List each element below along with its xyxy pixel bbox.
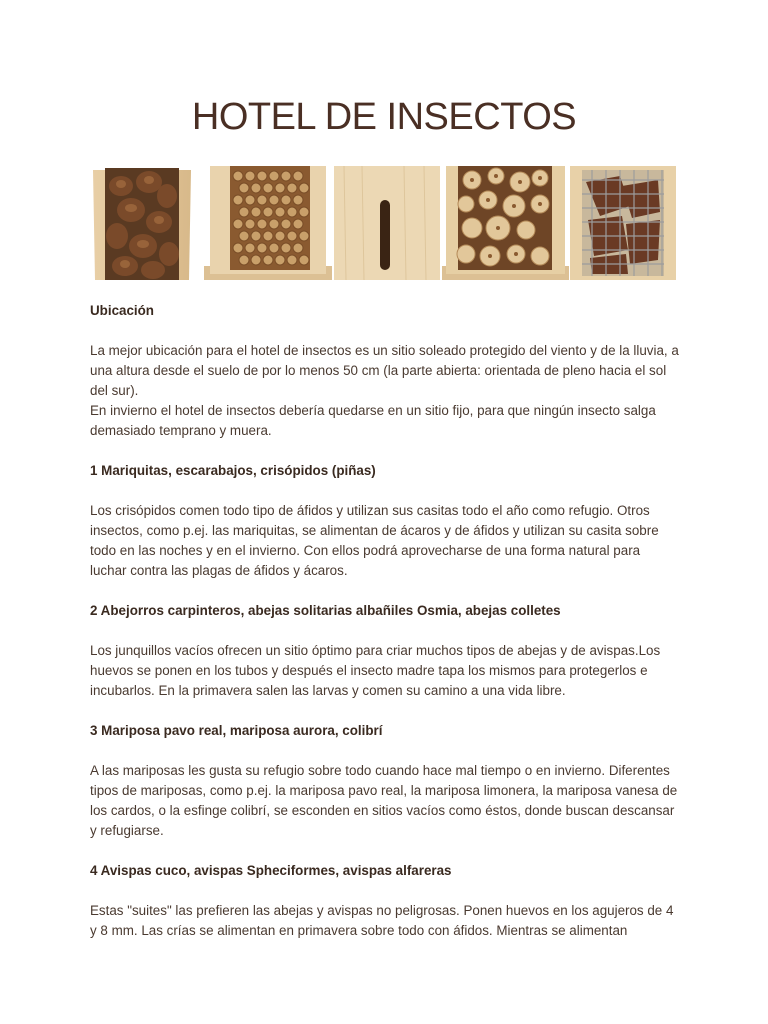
section-heading-3: 3 Mariposa pavo real, mariposa aurora, colibrí [90, 723, 383, 738]
section-heading-ubicacion: Ubicación [90, 303, 154, 318]
pine-cone-hotel-image [91, 166, 195, 280]
insect-hotel-photo-strip [91, 166, 676, 280]
ubicacion-paragraph-2: En invierno el hotel de insectos debería quedarse en un sitio fijo, para que ningún insecto salga demasiado temprano y muera. [90, 403, 656, 438]
article-body [90, 301, 680, 941]
section-heading-4: 4 Avispas cuco, avispas Spheciformes, avispas alfareras [90, 863, 452, 878]
section-1-paragraph: Los crisópidos comen todo tipo de áfidos y utilizan sus casitas todo el año como refugio. Otros insectos, como p.ej. las mariquitas, se alimentan de ácaros y de áfidos y utilizan su casita sobre todo en las noches y en el invierno. Con ellos podrá aprovecharse de una forma natural para luchar contra las plagas de áfidos y ácaros. [90, 503, 659, 578]
bamboo-tube-hotel-image [204, 166, 332, 280]
section-heading-2: 2 Abejorros carpinteros, abejas solitarias albañiles Osmia, abejas colletes [90, 603, 561, 618]
section-heading-1: 1 Mariquitas, escarabajos, crisópidos (piñas) [90, 463, 376, 478]
section-3-paragraph: A las mariposas les gusta su refugio sobre todo cuando hace mal tiempo o en invierno. Diferentes tipos de mariposas, como p.ej. la mariposa pavo real, la mariposa limonera, la mariposa vanesa de los cardos, o la esfinge colibrí, se esconden en sitios vacíos como éstos, donde buscan descansar y refugiarse. [90, 763, 678, 838]
page-title: HOTEL DE INSECTOS [191, 96, 577, 138]
slot-hotel-image [334, 166, 440, 280]
mesh-bark-hotel-image [570, 166, 676, 280]
log-hole-hotel-image [442, 166, 569, 280]
section-4-paragraph: Estas "suites" las prefieren las abejas y avispas no peligrosas. Ponen huevos en los agujeros de 4 y 8 mm. Las crías se alimentan en primavera sobre todo con áfidos. Mientras se alimentan [90, 903, 674, 938]
ubicacion-paragraph-1: La mejor ubicación para el hotel de insectos es un sitio soleado protegido del viento y de la lluvia, a una altura desde el suelo de por lo menos 50 cm (la parte abierta: orientada de pleno hacia el sol del sur). [90, 343, 679, 398]
section-2-paragraph: Los junquillos vacíos ofrecen un sitio óptimo para criar muchos tipos de abejas y de avispas.Los huevos se ponen en los tubos y después el insecto madre tapa los mismos para protegerlos e incubarlos. En la primavera salen las larvas y comen su camino a una vida libre. [90, 643, 661, 698]
